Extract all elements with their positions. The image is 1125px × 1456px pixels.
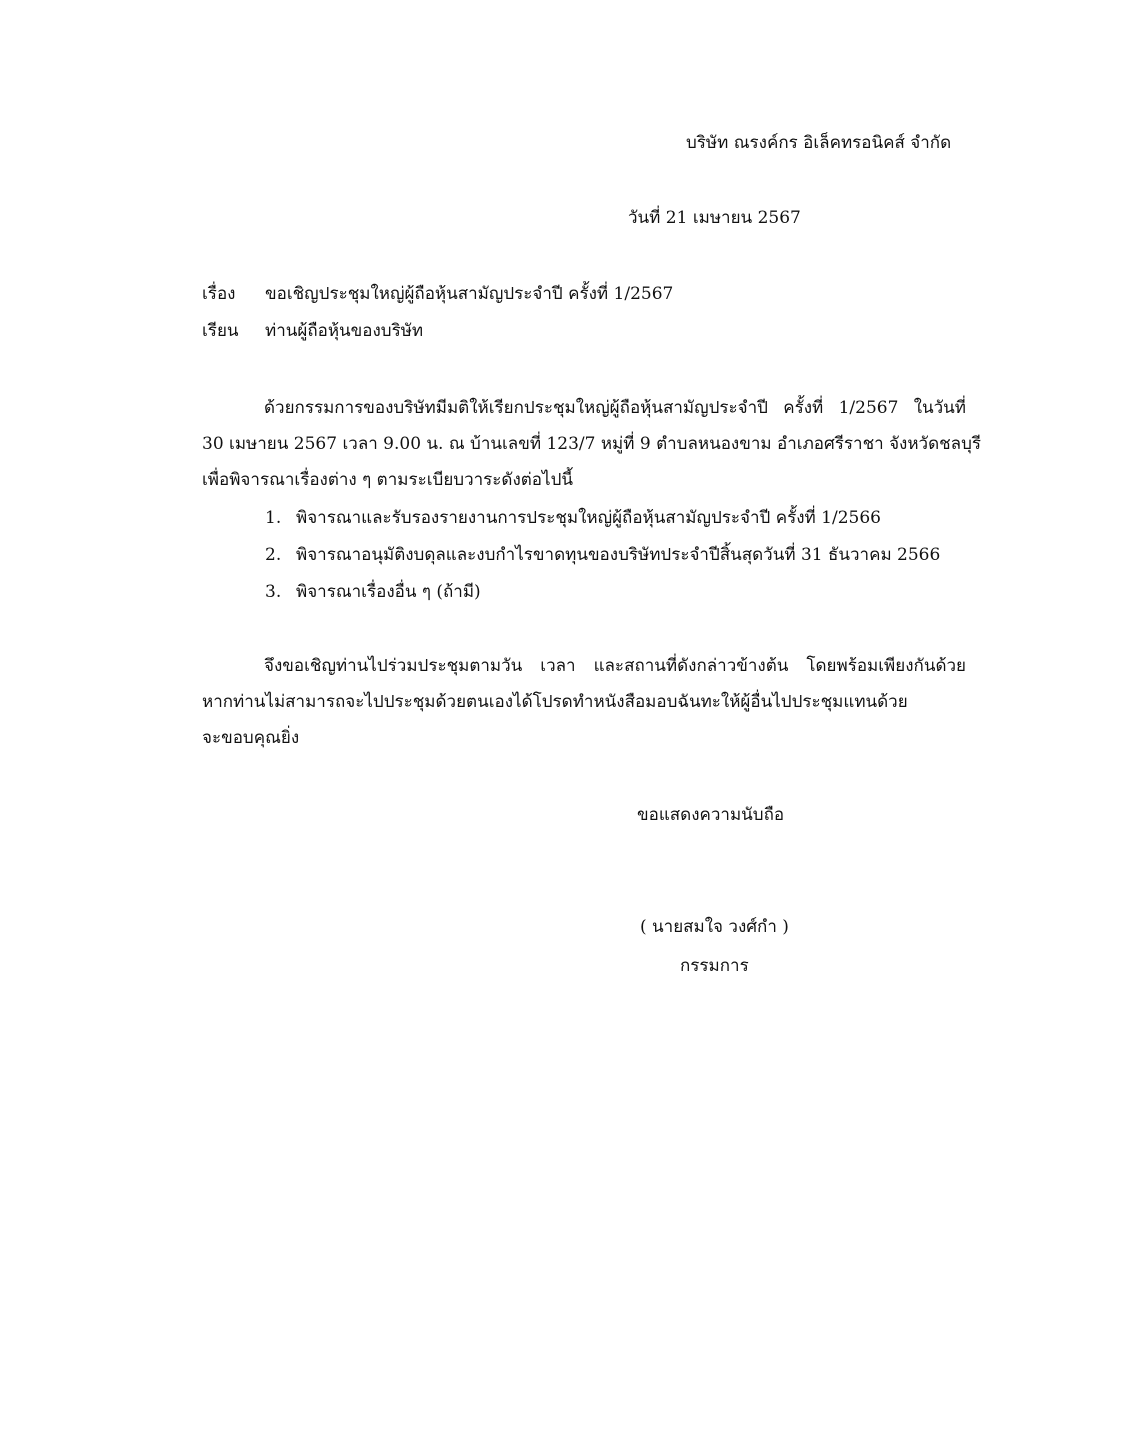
agenda-item: [265, 508, 881, 528]
subject-text: ขอเชิญประชุมใหญ่ผู้ถือหุ้นสามัญประจำปี ครั้งที่ 1/2567: [265, 284, 674, 304]
body-paragraph-2-line: จึงขอเชิญท่านไปร่วมประชุมตามวัน เวลา และสถานที่ดังกล่าวข้างต้น โดยพร้อมเพียงกันด้วย: [264, 656, 966, 676]
agenda-text: พิจารณาและรับรองรายงานการประชุมใหญ่ผู้ถือหุ้นสามัญประจำปี ครั้งที่ 1/2566: [296, 508, 881, 528]
body-paragraph-1: [202, 390, 982, 498]
signer-position: กรรมการ: [680, 956, 749, 976]
recipient-text: ท่านผู้ถือหุ้นของบริษัท: [265, 321, 424, 341]
agenda-number: 1.: [265, 508, 282, 528]
body-paragraph-2-line: หากท่านไม่สามารถจะไปประชุมด้วยตนเองได้โปรดทำหนังสือมอบฉันทะให้ผู้อื่นไปประชุมแทนด้วย: [202, 692, 908, 712]
subject-label: เรื่อง: [202, 284, 236, 304]
agenda-item: [265, 582, 481, 602]
body-paragraph-2: [202, 648, 966, 756]
body-paragraph-2-line: จะขอบคุณยิ่ง: [202, 728, 300, 748]
recipient-label: เรียน: [202, 321, 239, 341]
body-paragraph-1-line: 30 เมษายน 2567 เวลา 9.00 น. ณ บ้านเลขที่ 123/7 หมู่ที่ 9 ตำบลหนองขาม อำเภอศรีราชา จังหวัดชลบุรี: [202, 434, 982, 454]
company-name: บริษัท ณรงค์กร อิเล็คทรอนิคส์ จำกัด: [686, 133, 952, 153]
agenda-text: พิจารณาอนุมัติงบดุลและงบกำไรขาดทุนของบริษัทประจำปีสิ้นสุดวันที่ 31 ธันวาคม 2566: [296, 545, 941, 565]
agenda-item: [265, 545, 940, 565]
closing-text: ขอแสดงความนับถือ: [637, 805, 785, 825]
body-paragraph-1-line: ด้วยกรรมการของบริษัทมีมติให้เรียกประชุมใหญ่ผู้ถือหุ้นสามัญประจำปี ครั้งที่ 1/2567 ในวันที่: [264, 398, 966, 418]
agenda-text: พิจารณาเรื่องอื่น ๆ (ถ้ามี): [296, 582, 481, 602]
letter-date: วันที่ 21 เมษายน 2567: [628, 208, 801, 228]
agenda-number: 3.: [265, 582, 282, 602]
signer-name: ( นายสมใจ วงศ์กำ ): [640, 917, 789, 937]
body-paragraph-1-line: เพื่อพิจารณาเรื่องต่าง ๆ ตามระเบียบวาระดังต่อไปนี้: [202, 470, 573, 490]
agenda-number: 2.: [265, 545, 282, 565]
